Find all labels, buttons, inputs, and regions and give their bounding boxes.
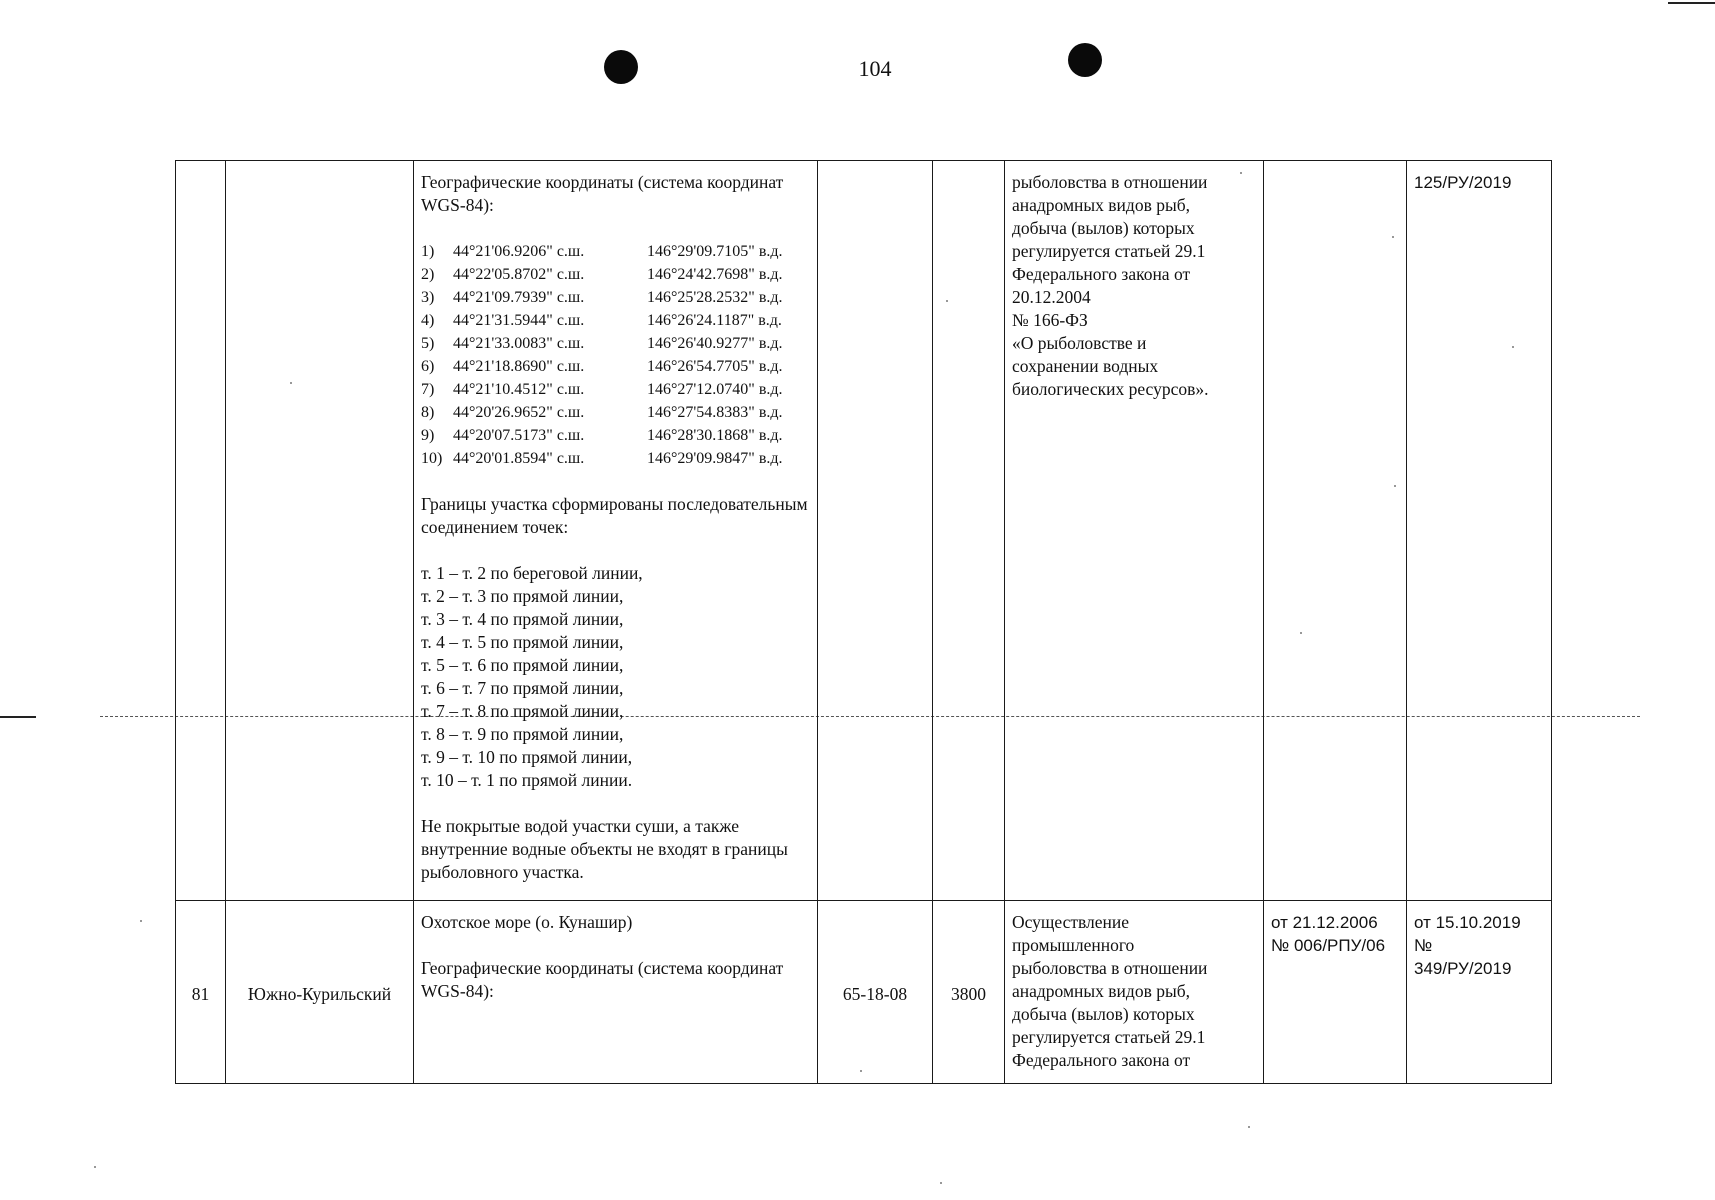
punch-hole [1068, 43, 1102, 77]
sea-name: Охотское море (о. Кунашир) [421, 912, 633, 932]
code-cell [818, 161, 933, 901]
decision-line: 349/РУ/2019 [1414, 959, 1512, 978]
purpose-line: сохранении водных [1012, 356, 1159, 376]
bounds-line: т. 6 – т. 7 по прямой линии, [421, 678, 624, 698]
coordinates-title: Географические координаты (система координат WGS-84): [421, 958, 784, 1001]
number-cell [176, 161, 226, 901]
purpose-line: «О рыболовстве и [1012, 333, 1147, 353]
site-code: 65-18-08 [842, 983, 908, 1004]
contract-date-line: № 006/РПУ/06 [1271, 936, 1386, 955]
contract-date-cell [1264, 901, 1407, 1084]
description-cell [414, 161, 818, 901]
decision-number: 125/РУ/2019 [1414, 173, 1512, 192]
area-cell [933, 161, 1005, 901]
coordinate-row: 8) 44°20'26.9652" с.ш. 146°27'54.8383" в.д. [421, 404, 783, 421]
purpose-line: № 166-ФЗ [1012, 310, 1088, 330]
coordinate-row: 7) 44°21'10.4512" с.ш. 146°27'12.0740" в.д. [421, 381, 783, 398]
bounds-line: т. 10 – т. 1 по прямой линии. [421, 770, 633, 790]
purpose-cell [1005, 161, 1264, 901]
bounds-title: Границы участка сформированы последовательным соединением точек: [421, 494, 808, 537]
coordinate-row: 3) 44°21'09.7939" с.ш. 146°25'28.2532" в.д. [421, 289, 783, 306]
scan-speck [1248, 1126, 1250, 1128]
purpose-line: регулируется статьей 29.1 [1012, 241, 1206, 261]
bounds-line: т. 4 – т. 5 по прямой линии, [421, 632, 624, 652]
purpose-line: 20.12.2004 [1012, 287, 1091, 307]
coordinate-row: 10) 44°20'01.8594" с.ш. 146°29'09.9847" в.д. [421, 450, 783, 467]
purpose-line: Федерального закона от [1012, 264, 1191, 284]
margin-mark [1668, 2, 1715, 4]
bounds-line: т. 9 – т. 10 по прямой линии, [421, 747, 633, 767]
number-cell [176, 901, 226, 1084]
row-number: 81 [191, 983, 210, 1004]
contract-date-cell [1264, 161, 1407, 901]
bounds-line: т. 2 – т. 3 по прямой линии, [421, 586, 624, 606]
coordinate-row: 9) 44°20'07.5173" с.ш. 146°28'30.1868" в.д. [421, 427, 783, 444]
site-area: 3800 [951, 983, 986, 1004]
page-number: 104 [858, 56, 892, 81]
bounds-line: т. 8 – т. 9 по прямой линии, [421, 724, 624, 744]
table-row [176, 161, 1552, 901]
coordinates-title: Географические координаты (система координат WGS-84): [421, 172, 784, 215]
coordinate-row: 1) 44°21'06.9206" с.ш. 146°29'09.7105" в.д. [421, 243, 783, 260]
registry-table [175, 160, 1552, 1084]
coordinate-row: 6) 44°21'18.8690" с.ш. 146°26'54.7705" в.д. [421, 358, 783, 375]
purpose-line: добыча (вылов) которых [1012, 1004, 1195, 1024]
description-cell [414, 901, 818, 1084]
decision-cell [1407, 901, 1552, 1084]
purpose-line: рыболовства в отношении [1012, 172, 1208, 192]
scan-speck [94, 1166, 96, 1168]
scan-speck [940, 1182, 942, 1184]
bounds-line: т. 5 – т. 6 по прямой линии, [421, 655, 624, 675]
purpose-line: биологических ресурсов». [1012, 379, 1209, 399]
margin-mark [0, 716, 36, 718]
coordinate-row: 5) 44°21'33.0083" с.ш. 146°26'40.9277" в.д. [421, 335, 783, 352]
area-cell [933, 901, 1005, 1084]
bounds-line: т. 7 – т. 8 по прямой линии, [421, 701, 624, 721]
exclusion-note: Не покрытые водой участки суши, а также внутренние водные объекты не входят в границы рыболовного участка. [421, 816, 788, 882]
contract-date-line: от 21.12.2006 [1271, 913, 1378, 932]
purpose-line: добыча (вылов) которых [1012, 218, 1195, 238]
bounds-list [421, 562, 810, 792]
coordinates-list [421, 240, 810, 470]
purpose-line: анадромных видов рыб, [1012, 195, 1190, 215]
decision-cell [1407, 161, 1552, 901]
code-cell [818, 901, 933, 1084]
scan-speck [140, 920, 142, 922]
coordinate-row: 2) 44°22'05.8702" с.ш. 146°24'42.7698" в.д. [421, 266, 783, 283]
purpose-line: Осуществление [1012, 912, 1130, 932]
decision-line: от 15.10.2019 [1414, 913, 1521, 932]
purpose-cell [1005, 901, 1264, 1084]
punch-hole [604, 50, 638, 84]
coordinate-row: 4) 44°21'31.5944" с.ш. 146°26'24.1187" в.д. [421, 312, 782, 329]
bounds-line: т. 1 – т. 2 по береговой линии, [421, 563, 643, 583]
decision-line: № [1414, 936, 1433, 955]
site-name: Южно-Курильский [247, 983, 392, 1004]
name-cell [226, 161, 414, 901]
purpose-line: рыболовства в отношении [1012, 958, 1208, 978]
bounds-line: т. 3 – т. 4 по прямой линии, [421, 609, 624, 629]
purpose-line: промышленного [1012, 935, 1135, 955]
purpose-line: регулируется статьей 29.1 [1012, 1027, 1206, 1047]
purpose-line: анадромных видов рыб, [1012, 981, 1190, 1001]
name-cell [226, 901, 414, 1084]
table-row [176, 901, 1552, 1084]
purpose-line: Федерального закона от [1012, 1050, 1191, 1070]
